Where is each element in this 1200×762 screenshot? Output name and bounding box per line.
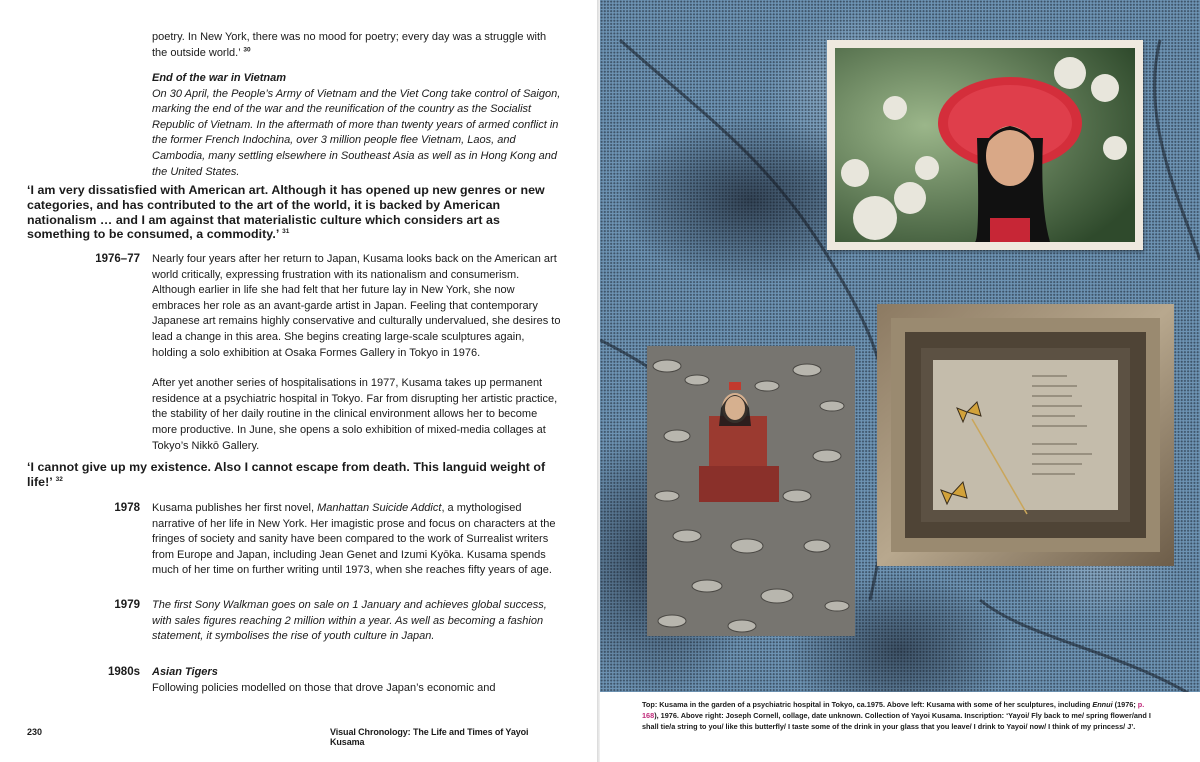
running-title: Visual Chronology: The Life and Times of Yayoi Kusama bbox=[330, 727, 529, 747]
year-1980s: 1980s bbox=[108, 666, 140, 678]
intro-text: poetry. In New York, there was no mood for poetry; every day was a struggle with the outside world.’ bbox=[152, 31, 547, 59]
caption-part-b: (1976; bbox=[1112, 700, 1138, 709]
book-title: Manhattan Suicide Addict bbox=[317, 502, 442, 514]
entry-1979-text: The first Sony Walkman goes on sale on 1 January and achieves global success, with sales figures reaching 2 million within a year. As well as becoming a fashion statement, it symbolises the rise of youth culture in Japan. bbox=[152, 599, 547, 643]
footnote-32: 32 bbox=[55, 475, 63, 483]
footnote-31: 31 bbox=[282, 228, 290, 236]
year-1979: 1979 bbox=[114, 599, 140, 611]
photo-caption bbox=[642, 699, 1162, 732]
entry-1976-p2: After yet another series of hospitalisations in 1977, Kusama takes up permanent residence at a psychiatric hospital in Tokyo. Far from disrupting her artistic practice, the stability of her daily routine in the clinical environment allows her to become more productive. In June, she opens a solo exhibition of mixed-media collages at Tokyo’s Nikkō Gallery. bbox=[152, 377, 558, 452]
page-number: 230 bbox=[27, 727, 43, 737]
entry-1980s-text: Following policies modelled on those that drove Japan’s economic and bbox=[152, 681, 496, 694]
quote-existence bbox=[27, 460, 562, 490]
photo-cornell-collage bbox=[877, 304, 1174, 566]
caption-part-c: ), 1976. Above right: Joseph Cornell, collage, date unknown. Collection of Yayoi Kusama. Inscription: ‘Yayoi/ Fly back to me/ spring flower/and I shall tie/a string to you/ like this butterfly/ I taste some of the drink in your glass that you leave/ I drink to Yayoi/ now/ I think of my princess/ J’. bbox=[642, 711, 1151, 731]
caption-part-a: Top: Kusama in the garden of a psychiatric hospital in Tokyo, ca.1975. Above left: Kusama with some of her sculptures, including bbox=[642, 700, 1093, 709]
year-1978: 1978 bbox=[114, 502, 140, 514]
vietnam-title: End of the war in Vietnam bbox=[152, 72, 287, 84]
entry-1980s bbox=[152, 665, 562, 696]
entry-1976-p1: Nearly four years after her return to Japan, Kusama looks back on the American art world critically, expressing frustration with its nationalism and consumerism. Although earlier in life she had felt that her future lay in New York, she now embraces her role as an avant-garde artist in Japan. Feeling that contemporary Japanese art remains highly conservative and culturally undervalued, she desires to lead a change in this area. She begins creating large-scale sculptures again, holding a solo exhibition at Osaka Formes Gallery in Tokyo in 1976. bbox=[152, 253, 561, 359]
entry-1978-pre: Kusama publishes her first novel, bbox=[152, 502, 318, 514]
asian-tigers-title: Asian Tigers bbox=[152, 666, 218, 678]
entry-1978 bbox=[152, 501, 562, 579]
vietnam-sidebar bbox=[152, 71, 562, 180]
halftone-background-art bbox=[600, 0, 1200, 692]
vietnam-text: On 30 April, the People’s Army of Vietnam and the Viet Cong take control of Saigon, marking the end of the war and the reunification of the country as the Socialist Republic of Vietnam. In the aftermath of more than twenty years of armed conflict in the former French Indochina, over 3 million people flee Vietnam, Laos, and Cambodia, many settling elsewhere in Southeast Asia as well as in Hong Kong and the United States. bbox=[152, 87, 561, 178]
photo-kusama-sculptures bbox=[647, 346, 855, 636]
quote-american-art bbox=[27, 183, 562, 242]
entry-1979 bbox=[152, 598, 562, 645]
entry-1978-post: , a mythologised narrative of her life in New York. Her imagistic prose and focus on characters at the fringes of society and sanity have been compared to the work of Surrealist writers from Europe and Japan, including Jean Genet and Izumi Kyōka. Kusama spends much of her time on further writing until 1973, when she reaches fifty years of age. bbox=[152, 502, 556, 577]
left-page bbox=[0, 0, 597, 762]
entry-1976-77 bbox=[152, 252, 562, 454]
photo-kusama-garden bbox=[827, 40, 1143, 250]
caption-page-link[interactable]: p. 168 bbox=[642, 700, 1145, 720]
footnote-30: 30 bbox=[243, 45, 251, 53]
year-1976-77: 1976–77 bbox=[95, 253, 140, 265]
quote1-text: ‘I am very dissatisfied with American art. Although it has opened up new genres or new categories, and has contributed to the art of the world, it is backed by American nationalism … and I am against that materialistic culture which considers art as something to be consumed, a commodity.’ bbox=[27, 183, 545, 242]
quote2-text: ‘I cannot give up my existence. Also I cannot escape from death. This languid weight of life!’ bbox=[27, 460, 546, 489]
caption-artwork-title: Ennui bbox=[1092, 700, 1113, 709]
intro-paragraph bbox=[152, 30, 562, 61]
